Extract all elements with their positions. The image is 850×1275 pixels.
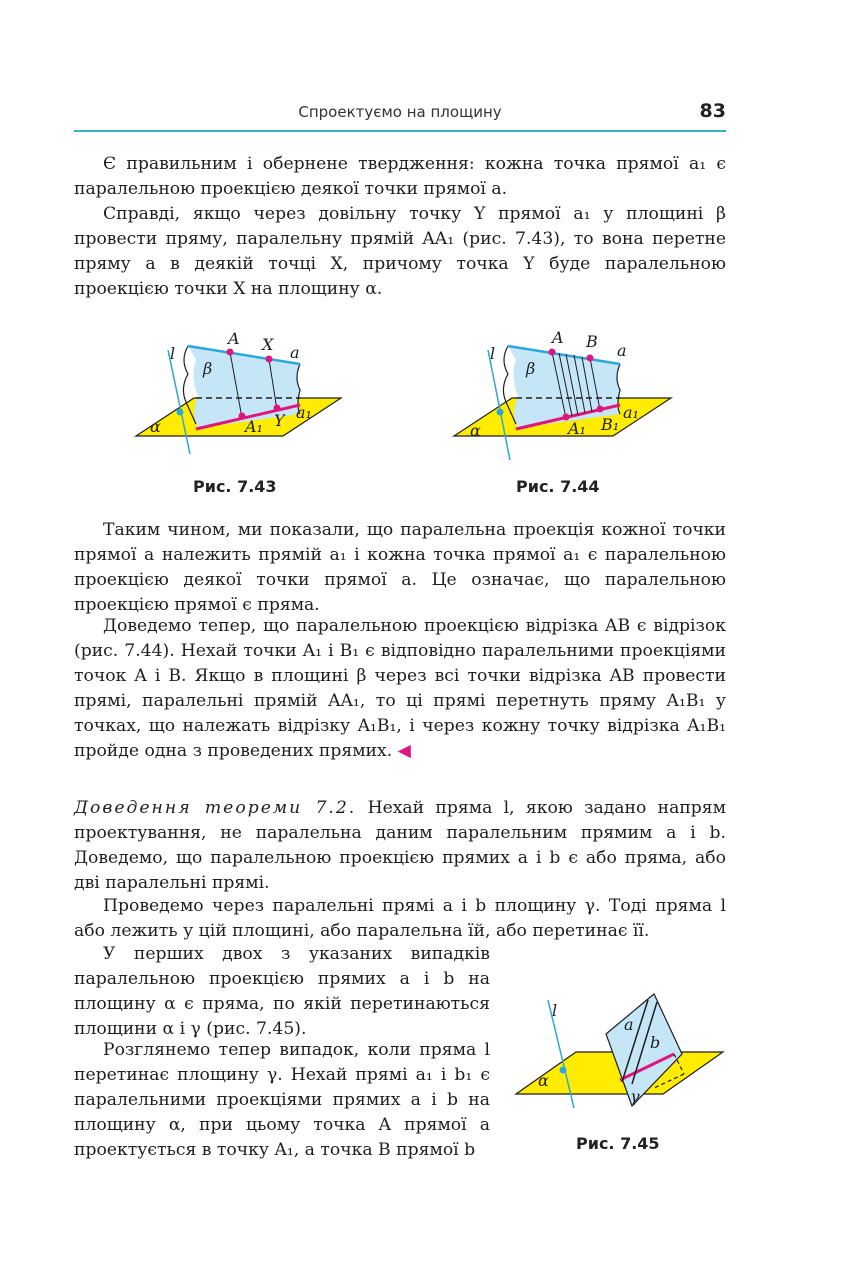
figure-7-44 [448, 326, 678, 466]
fig743-label-alpha: α [150, 417, 161, 436]
paragraph-2: Справді, якщо через довільну точку Y прямої a₁ у площині β провести пряму, паралельну прямій AA₁ (рис. 7.43), то вона перетне пряму a в деякій точці X, причому точка Y буде паралельною проекцією точки X на площину α. [74, 204, 726, 299]
fig745-label-alpha: α [538, 1071, 549, 1090]
page-header [74, 98, 726, 132]
fig744-label-a1: a₁ [623, 403, 639, 422]
fig744-label-beta: β [526, 359, 536, 378]
fig744-label-l: l [490, 344, 496, 363]
paragraph-8: Розглянемо тепер випадок, коли пряма l перетинає площину γ. Нехай прямі a₁ і b₁ є паралельними проекціями прямих a і b на площину α, при цьому точка A прямої a проектується в точку A₁, а точка B прямої b [74, 1040, 490, 1160]
fig743-label-a: a [290, 343, 300, 362]
header-title: Спроектуємо на площину [298, 103, 502, 121]
proof-heading: Доведення теореми 7.2. [74, 798, 357, 818]
fig744-label-B: B [586, 332, 598, 351]
page-number: 83 [699, 100, 726, 122]
fig744-label-B1: B₁ [601, 415, 620, 434]
caption-7-43: Рис. 7.43 [193, 477, 277, 496]
fig743-label-l: l [170, 344, 176, 363]
fig744-label-A: A [552, 328, 564, 347]
fig744-label-A1: A₁ [568, 419, 586, 438]
paragraph-4-text: Доведемо тепер, що паралельною проекцією відрізка AB є відрізок (рис. 7.44). Нехай точки A₁ і B₁ є відповідно паралельними проекціями точок A і B. Якщо в площині β через всі точки відрізка AB провести прямі, паралельні прямій AA₁, то ці прямі перетнуть пряму A₁B₁ у точках, що належать відрізку A₁B₁, і через кожну точку відрізка A₁B₁ пройде одна з проведених прямих. [74, 616, 726, 761]
figure-7-43 [128, 326, 358, 466]
paragraph-5 [74, 796, 726, 896]
fig745-label-b: b [650, 1033, 661, 1052]
fig745-label-a: a [624, 1015, 634, 1034]
fig744-label-alpha: α [470, 421, 481, 440]
fig743-label-Y: Y [274, 411, 285, 430]
qed-marker: ◀ [397, 741, 411, 761]
paragraph-7: У перших двох з указаних випадків паралельною проекцією прямих a і b на площину α є пряма, по якій перетинаються площини α і γ (рис. 7.45). [74, 944, 490, 1039]
caption-7-44: Рис. 7.44 [516, 477, 600, 496]
paragraph-4 [74, 614, 726, 764]
paragraph-5-text: Нехай пряма l, якою задано напрям проектування, не паралельна даним паралельним прямим a і b. Доведемо, що паралельною проекцією прямих a і b є або пряма, або дві паралельні прямі. [74, 798, 726, 893]
caption-7-45: Рис. 7.45 [576, 1134, 660, 1153]
fig744-label-a: a [617, 341, 627, 360]
figure-7-45 [508, 988, 728, 1123]
fig745-label-gamma: γ [630, 1087, 640, 1106]
paragraph-3: Таким чином, ми показали, що паралельна проекція кожної точки прямої a належить прямій a₁ і кожна точка прямої a₁ є паралельною проекцією деякої точки прямої a. Це означає, що паралельною проекцією прямої є пряма. [74, 520, 726, 615]
paragraph-6: Проведемо через паралельні прямі a і b площину γ. Тоді пряма l або лежить у цій площині, або паралельна їй, або перетинає її. [74, 896, 726, 941]
fig743-label-a1: a₁ [296, 403, 312, 422]
fig743-label-A: A [228, 329, 240, 348]
fig743-label-X: X [262, 335, 274, 354]
fig745-label-l: l [552, 1001, 558, 1020]
paragraph-1: Є правильним і обернене твердження: кожна точка прямої a₁ є паралельною проекцією деякої точки прямої a. [74, 154, 726, 199]
fig743-label-beta: β [203, 359, 213, 378]
fig743-label-A1: A₁ [245, 417, 263, 436]
